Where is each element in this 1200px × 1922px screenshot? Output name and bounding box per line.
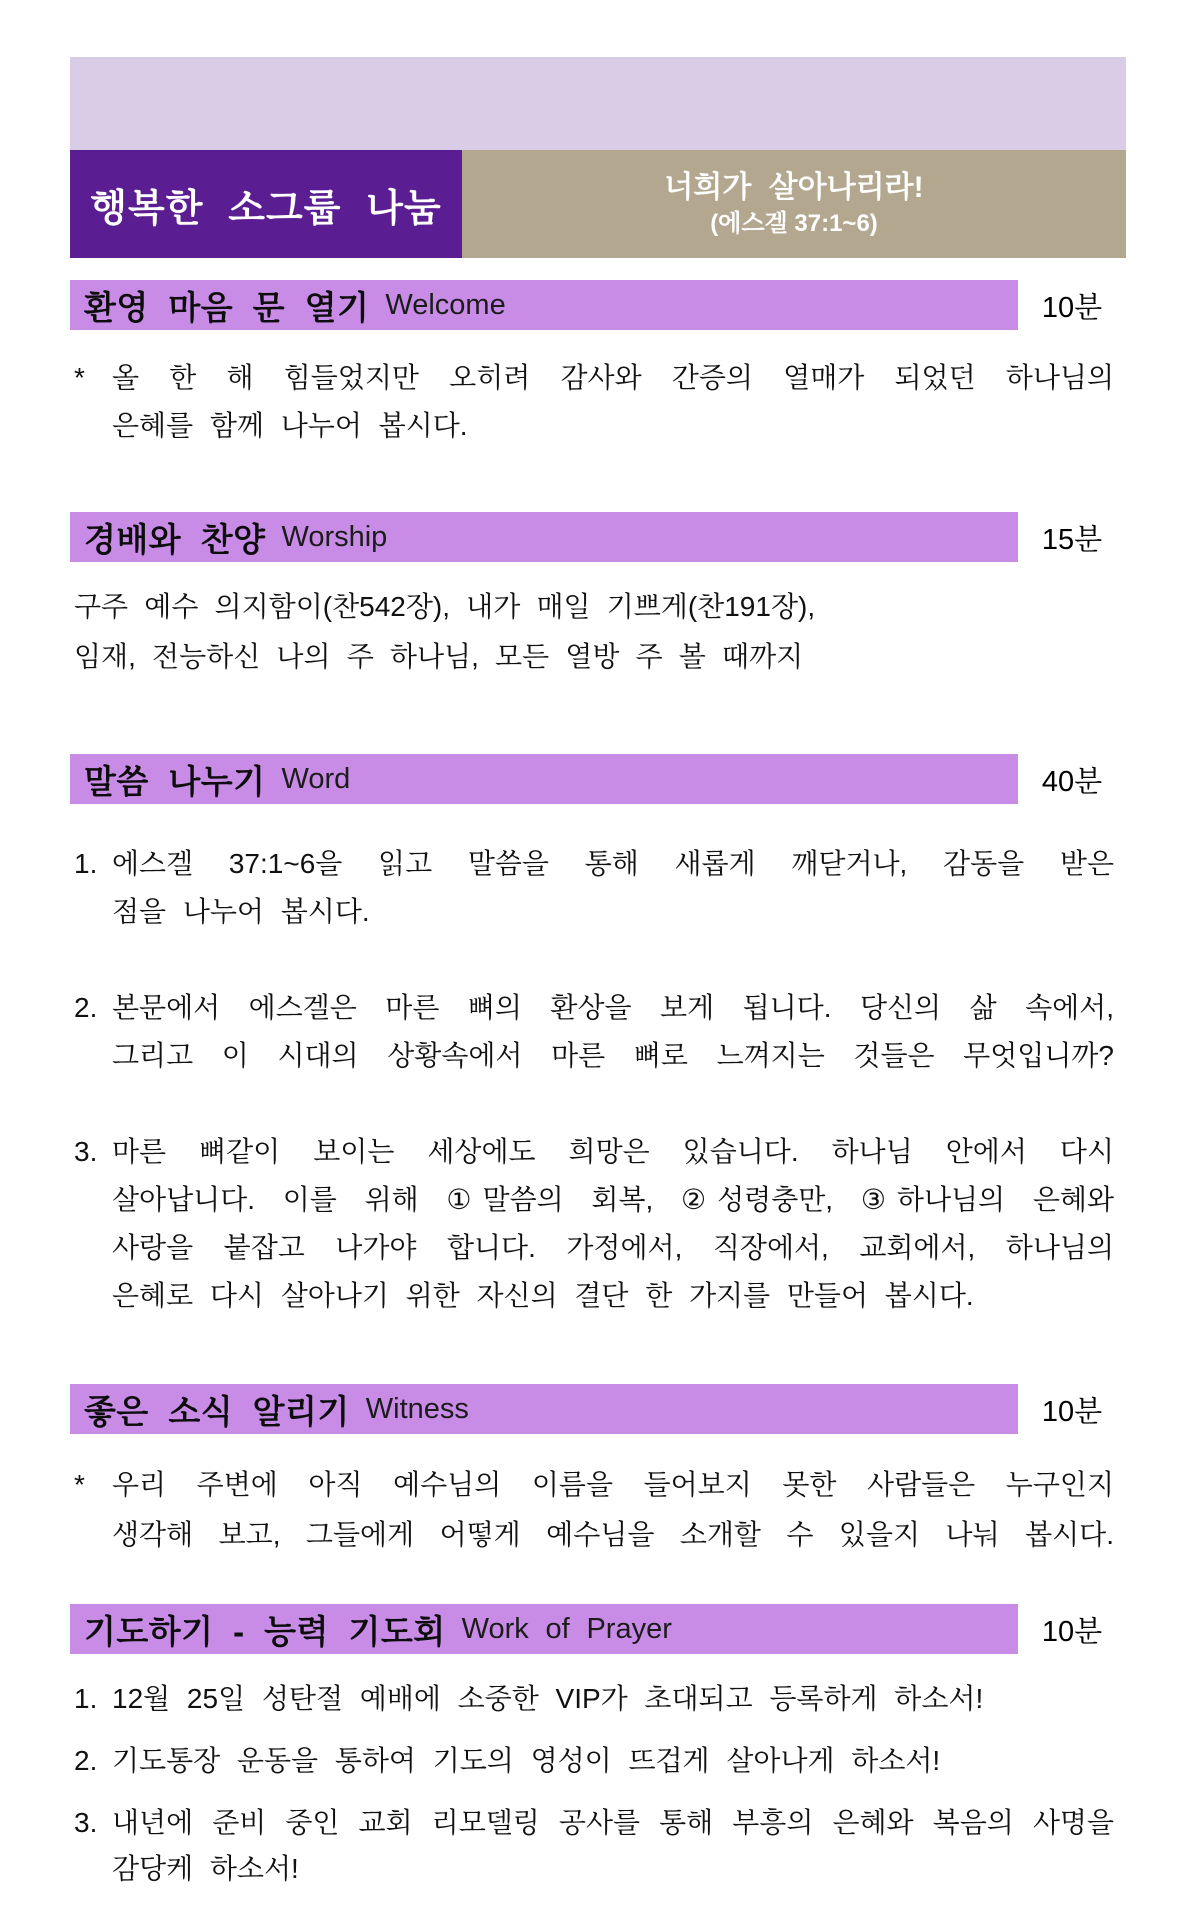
line-text: 내년에 준비 중인 교회 리모델링 공사를 통해 부흥의 은혜와 복음의 사명을 <box>112 1807 1114 1838</box>
line-marker: 2. <box>74 992 98 1023</box>
line-marker: * <box>74 1469 85 1500</box>
section-word-header <box>70 754 1126 804</box>
program-title-box <box>70 150 462 258</box>
line-marker: 1. <box>74 1683 98 1714</box>
section-witness <box>70 1384 1126 1560</box>
body-line <box>74 1510 1114 1560</box>
program-title: 행복한 소그룹 나눔 <box>90 187 442 230</box>
line-marker <box>74 1032 112 1080</box>
line-marker <box>74 888 112 936</box>
prayer-item-line <box>74 1676 1114 1722</box>
section-title-english: Welcome <box>385 288 506 321</box>
line-marker <box>74 402 112 450</box>
section-prayer-band <box>70 1604 1018 1654</box>
line-text: 은혜로 다시 살아나기 위한 자신의 결단 한 가지를 만들어 봅시다. <box>112 1280 974 1311</box>
body-line <box>74 354 1114 402</box>
line-marker <box>74 1176 112 1224</box>
line-text: 12월 25일 성탄절 예배에 소중한 VIP가 초대되고 등록하게 하소서! <box>112 1683 984 1714</box>
line-marker: 3. <box>74 1807 98 1838</box>
section-prayer-body <box>74 1676 1114 1892</box>
section-witness-header <box>70 1384 1126 1434</box>
section-word-body <box>74 840 1114 1320</box>
section-prayer-header <box>70 1604 1126 1654</box>
section-duration: 10분 <box>1041 1395 1103 1428</box>
question-line <box>74 984 1114 1032</box>
section-worship-body <box>74 582 1114 682</box>
section-welcome-body <box>74 354 1114 450</box>
section-worship <box>70 512 1126 682</box>
line-text: 마른 뼈같이 보이는 세상에도 희망은 있습니다. 하나님 안에서 다시 <box>112 1136 1114 1167</box>
section-prayer <box>70 1604 1126 1892</box>
prayer-item-line <box>74 1738 1114 1784</box>
line-text: 올 한 해 힘들었지만 오히려 감사와 간증의 열매가 되었던 하나님의 <box>112 362 1114 393</box>
line-text: 살아납니다. 이를 위해 ①말씀의 회복, ②성령충만, ③하나님의 은혜와 <box>112 1184 1114 1215</box>
line-marker: 2. <box>74 1745 98 1776</box>
line-text: 은혜를 함께 나누어 봅시다. <box>112 410 468 441</box>
section-title-english: Work of Prayer <box>461 1612 672 1645</box>
prayer-item-line <box>74 1846 1114 1892</box>
line-text: 감당케 하소서! <box>112 1853 299 1884</box>
document-header <box>70 150 1126 258</box>
line-marker <box>74 1224 112 1272</box>
line-text: 기도통장 운동을 통하여 기도의 영성이 뜨겁게 살아나게 하소서! <box>112 1745 941 1776</box>
theme-box <box>462 150 1126 258</box>
section-word <box>70 754 1126 1320</box>
line-text: 점을 나누어 봅시다. <box>112 896 370 927</box>
question-line <box>74 1128 1114 1176</box>
line-marker: 3. <box>74 1136 98 1167</box>
line-marker <box>74 1272 112 1320</box>
theme-title: 너희가 살아나리라! <box>664 171 924 204</box>
question-line <box>74 1272 1114 1320</box>
section-title-english: Witness <box>365 1392 469 1425</box>
decorative-top-strip <box>70 57 1126 150</box>
line-text: 에스겔 37:1~6을 읽고 말씀을 통해 새롭게 깨닫거나, 감동을 받은 <box>112 848 1114 879</box>
line-text: 우리 주변에 아직 예수님의 이름을 들어보지 못한 사람들은 누구인지 <box>112 1469 1114 1500</box>
section-duration: 10분 <box>1041 1615 1103 1648</box>
section-title-english: Word <box>281 762 351 795</box>
question-line <box>74 1176 1114 1224</box>
line-text: 생각해 보고, 그들에게 어떻게 예수님을 소개할 수 있을지 나눠 봅시다. <box>112 1519 1114 1550</box>
section-witness-body <box>74 1460 1114 1560</box>
body-line <box>74 1460 1114 1510</box>
line-text: 사랑을 붙잡고 나가야 합니다. 가정에서, 직장에서, 교회에서, 하나님의 <box>112 1232 1114 1263</box>
section-duration: 15분 <box>1041 523 1103 556</box>
prayer-item-line <box>74 1800 1114 1846</box>
question-line <box>74 1224 1114 1272</box>
line-marker <box>74 1846 112 1892</box>
question-line <box>74 888 1114 936</box>
section-welcome-header <box>70 280 1126 330</box>
section-welcome <box>70 280 1126 450</box>
section-title-korean: 환영 마음 문 열기 <box>84 288 370 326</box>
section-title-korean: 말씀 나누기 <box>84 762 266 800</box>
body-line <box>74 402 1114 450</box>
section-witness-band <box>70 1384 1018 1434</box>
section-title-korean: 경배와 찬양 <box>84 520 266 558</box>
song-list-line <box>74 632 1114 682</box>
theme-scripture-reference: (에스겔 37:1~6) <box>710 210 878 237</box>
line-text: 본문에서 에스겔은 마른 뼈의 환상을 보게 됩니다. 당신의 삶 속에서, <box>112 992 1114 1023</box>
song-list-line <box>74 582 1114 632</box>
section-worship-band <box>70 512 1018 562</box>
section-word-band <box>70 754 1018 804</box>
line-marker: * <box>74 362 85 393</box>
line-text: 구주 예수 의지함이(찬542장), 내가 매일 기쁘게(찬191장), <box>74 591 816 622</box>
section-title-korean: 기도하기 - 능력 기도회 <box>84 1612 446 1650</box>
line-marker <box>74 1510 112 1560</box>
question-line <box>74 1032 1114 1080</box>
question-line <box>74 840 1114 888</box>
section-duration: 10분 <box>1041 291 1103 324</box>
section-title-english: Worship <box>281 520 388 553</box>
line-text: 그리고 이 시대의 상황속에서 마른 뼈로 느껴지는 것들은 무엇입니까? <box>112 1040 1114 1071</box>
section-worship-header <box>70 512 1126 562</box>
section-duration: 40분 <box>1041 765 1103 798</box>
section-welcome-band <box>70 280 1018 330</box>
line-text: 임재, 전능하신 나의 주 하나님, 모든 열방 주 볼 때까지 <box>74 641 804 672</box>
line-marker: 1. <box>74 848 98 879</box>
section-title-korean: 좋은 소식 알리기 <box>84 1392 350 1430</box>
page-content <box>70 57 1126 1908</box>
